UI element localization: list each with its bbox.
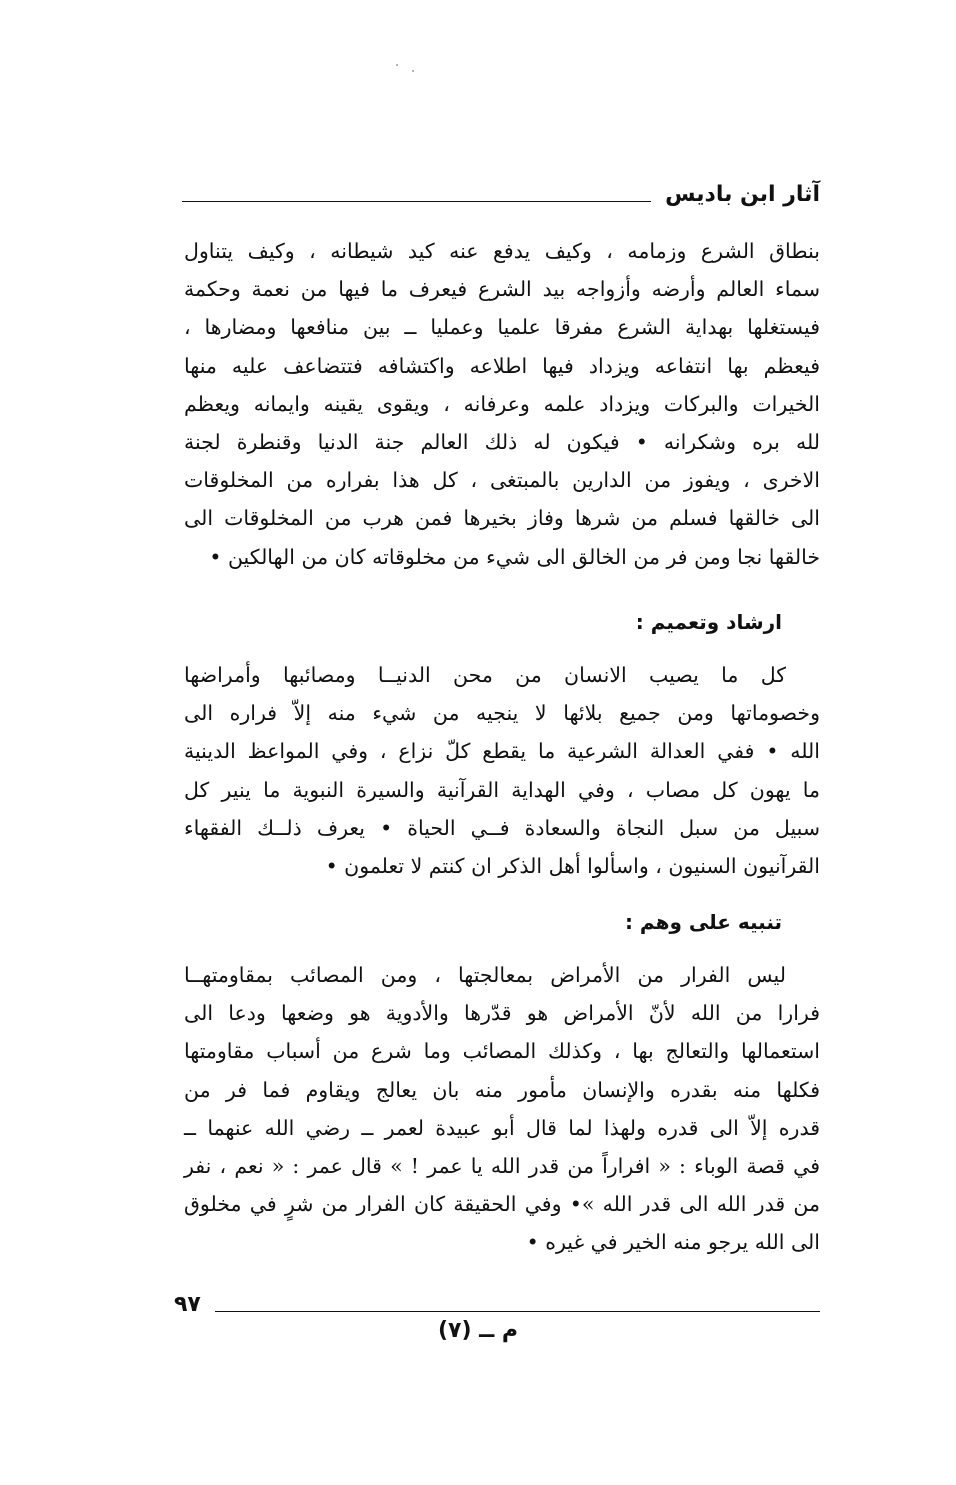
section-heading-irshad: ارشاد وتعميم : — [635, 610, 782, 634]
section-heading-tanbih: تنبيه على وهم : — [624, 910, 782, 934]
text-line: سبيل من سبل النجاة والسعادة فــي الحياة • يعرف ذلــك الفقهاء — [184, 815, 820, 840]
text-line: وخصوماتها ومن جميع بلائها لا ينجيه من شيء منه إلاّ فراره الى — [184, 701, 820, 726]
signature-mark: م ــ (٧) — [437, 1318, 519, 1343]
paragraph-2 — [184, 656, 820, 885]
footer-rule — [215, 1311, 820, 1312]
running-header — [182, 170, 820, 210]
text-line: الاخرى ، ويفوز من الدارين بالمبتغى ، كل هذا بفراره من المخلوقات — [184, 468, 820, 493]
text-line: بنطاق الشرع وزمامه ، وكيف يدفع عنه كيد شيطانه ، وكيف يتناول — [184, 239, 820, 263]
text-line: في قصة الوباء : « افراراً من قدر الله يا عمر ! » قال عمر : « نعم ، نفر — [184, 1153, 820, 1178]
text-line: الخيرات والبركات ويزداد علمه وعرفانه ، ويقوى يقينه وايمانه ويعظم — [184, 391, 820, 416]
running-title: آثار ابن باديس — [665, 182, 820, 207]
text-line: خالقها نجا ومن فر من الخالق الى شيء من مخلوقاته كان من الهالكين • — [209, 544, 820, 569]
text-line: كل ما يصيب الانسان من محن الدنيــا ومصائبها وأمراضها — [184, 663, 786, 687]
text-line: قدره إلاّ الى قدره ولهذا لما قال أبو عبيدة لعمر ــ رضي الله عنهما ــ — [184, 1115, 820, 1140]
page-footer — [174, 1284, 820, 1318]
text-line: القرآنيون السنيون ، واسألوا أهل الذكر ان كنتم لا تعلمون • — [325, 853, 820, 878]
text-line: الى خالقها فسلم من شرها وفاز بخيرها فمن هرب من المخلوقات الى — [184, 506, 820, 531]
header-rule — [182, 201, 651, 202]
text-line: استعمالها والتعالج بها ، وكذلك المصائب وما شرع من أسباب مقاومتها — [184, 1039, 820, 1064]
paper-speck — [396, 64, 398, 66]
text-line: ما يهون كل مصاب ، وفي الهداية القرآنية والسيرة النبوية ما ينير كل — [184, 777, 820, 802]
text-line: فرارا من الله لأنّ الأمراض هو قدّرها والأدوية هو وضعها ودعا الى — [184, 1001, 821, 1026]
text-line: فيعظم بها انتفاعه ويزداد فيها اطلاعه واكتشافه فتتضاعف عليه منها — [184, 353, 820, 378]
paper-speck — [412, 70, 414, 72]
text-line: من قدر الله الى قدر الله »• وفي الحقيقة كان الفرار من شرٍ في مخلوق — [184, 1192, 820, 1217]
text-line: لله بره وشكرانه • فيكون له ذلك العالم جنة الدنيا وقنطرة لجنة — [184, 429, 820, 454]
text-line: فيستغلها بهداية الشرع مفرقا علميا وعمليا ــ بين منافعها ومضارها ، — [184, 315, 820, 340]
text-line: فكلها منه بقدره والإنسان مأمور منه بان يعالج ويقاوم فما فر من — [184, 1077, 820, 1102]
text-line: ليس الفرار من الأمراض بمعالجتها ، ومن المصائب بمقاومتهــا — [184, 963, 786, 987]
page-number: ٩٧ — [174, 1292, 201, 1317]
text-line: سماء العالم وأرضه وأزواجه بيد الشرع فيعرف ما فيها من نعمة وحكمة — [184, 277, 820, 302]
paragraph-3 — [184, 956, 820, 1262]
paragraph-1 — [184, 232, 820, 576]
text-line: الى الله يرجو منه الخير في غيره • — [526, 1230, 820, 1255]
text-line: الله • ففي العدالة الشرعية ما يقطع كلّ نزاع ، وفي المواعظ الدينية — [184, 739, 820, 764]
